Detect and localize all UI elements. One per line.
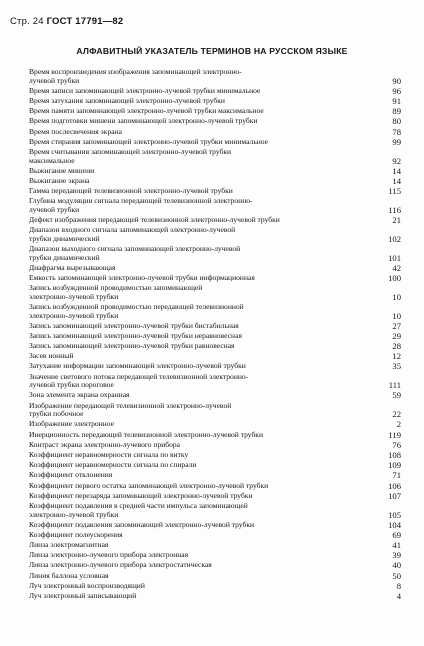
term-line: Время послесвечения экрана xyxy=(29,127,122,136)
index-title: АЛФАВИТНЫЙ УКАЗАТЕЛЬ ТЕРМИНОВ НА РУССКОМ ЯЗЫКЕ xyxy=(76,46,348,56)
term-text xyxy=(29,284,401,301)
page-label: Стр. 24 xyxy=(10,16,44,27)
term-text xyxy=(29,362,401,371)
index-entry xyxy=(29,87,401,96)
index-entry xyxy=(29,431,401,440)
term-text xyxy=(29,322,401,331)
term-line: Зона элемента экрана охранная xyxy=(29,391,130,400)
index-entry xyxy=(29,332,401,341)
term-number: 76 xyxy=(392,439,401,450)
index-entry xyxy=(29,592,401,601)
term-line: Коэффициент перезаряда запоминающей электронно-лучевой трубки xyxy=(29,491,253,500)
term-number: 90 xyxy=(392,75,401,86)
term-number: 4 xyxy=(396,591,401,601)
term-line: Луч электронный воспроизводящий xyxy=(29,581,145,590)
index-entry xyxy=(29,284,401,301)
term-number: 21 xyxy=(392,215,401,226)
term-line: Выжигание мишени xyxy=(29,166,95,175)
index-entry xyxy=(29,187,401,196)
term-line: лучевой трубки xyxy=(29,204,80,214)
term-line: Запись запоминающей электронно-лучевой трубки равновесная xyxy=(29,342,235,351)
term-text xyxy=(29,572,401,581)
term-text xyxy=(29,471,401,480)
term-line: лучевой трубки пороговое xyxy=(29,380,114,390)
term-line: Диапазон выходного сигнала запоминающей электронно-лучевой xyxy=(29,245,241,253)
term-text xyxy=(29,117,401,126)
term-line: Запись запоминающей электронно-лучевой трубки бистабильная xyxy=(29,321,239,330)
term-text xyxy=(29,245,401,262)
index-entry xyxy=(29,197,401,214)
index-entry xyxy=(29,521,401,530)
term-text xyxy=(29,264,401,273)
term-number: 109 xyxy=(388,460,401,471)
term-number: 91 xyxy=(392,95,401,106)
term-line: Дефект изображения передающей телевизионной электронно-лучевой трубки xyxy=(29,216,280,225)
term-number: 14 xyxy=(392,165,401,176)
term-text xyxy=(29,303,401,320)
index-entry xyxy=(29,117,401,126)
term-number: 108 xyxy=(388,449,401,460)
index-entry xyxy=(29,264,401,273)
term-number: 10 xyxy=(392,310,401,321)
term-text xyxy=(29,197,401,214)
term-line: Засев ионный xyxy=(29,352,74,361)
term-line: максимальное xyxy=(29,155,75,165)
term-number: 8 xyxy=(396,580,401,591)
term-text xyxy=(29,216,401,225)
index-entry xyxy=(29,420,401,429)
term-number: 105 xyxy=(388,509,401,520)
index-entry xyxy=(29,216,401,225)
term-number: 80 xyxy=(392,116,401,127)
term-number: 27 xyxy=(392,320,401,331)
index-entry xyxy=(29,482,401,491)
term-number: 101 xyxy=(388,252,401,263)
term-line: электронно-лучевой трубки xyxy=(29,310,119,320)
term-text xyxy=(29,373,401,390)
term-line: трубки динамический xyxy=(29,252,100,262)
index-entry xyxy=(29,177,401,186)
index-entry xyxy=(29,303,401,320)
index-entry xyxy=(29,245,401,262)
term-number: 116 xyxy=(388,204,401,215)
term-text xyxy=(29,167,401,176)
index-entry xyxy=(29,451,401,460)
term-number: 119 xyxy=(388,429,401,440)
term-text xyxy=(29,177,401,186)
index-entry xyxy=(29,471,401,480)
term-number: 107 xyxy=(388,490,401,501)
term-number: 14 xyxy=(392,175,401,186)
term-line: Время воспроизведения изображения запоминающей электронно- xyxy=(29,68,242,76)
term-line: Затухание информации запоминающей электронно-лучевой трубки xyxy=(29,362,246,371)
index-entry xyxy=(29,97,401,106)
term-text xyxy=(29,461,401,470)
term-number: 104 xyxy=(388,519,401,530)
term-text xyxy=(29,441,401,450)
term-text xyxy=(29,226,401,243)
term-line: Емкость запоминающей электронно-лучевой трубки информационная xyxy=(29,273,255,282)
term-number: 78 xyxy=(392,126,401,137)
term-number: 71 xyxy=(392,470,401,481)
term-text xyxy=(29,431,401,440)
term-line: Линза электронно-лучевого прибора электростатическая xyxy=(29,561,212,570)
term-text xyxy=(29,342,401,351)
term-number: 50 xyxy=(392,570,401,581)
term-text xyxy=(29,492,401,501)
term-number: 42 xyxy=(392,262,401,273)
index-entry xyxy=(29,362,401,371)
term-line: Линза электронно-лучевого прибора электронная xyxy=(29,551,189,560)
term-line: Коэффициент полеускорения xyxy=(29,530,123,539)
term-text xyxy=(29,592,401,601)
term-number: 102 xyxy=(388,233,401,244)
index-entry xyxy=(29,138,401,147)
term-number: 29 xyxy=(392,330,401,341)
index-entry xyxy=(29,502,401,519)
index-entry xyxy=(29,167,401,176)
term-line: Запись возбужденной проводимостью запоминающей xyxy=(29,284,203,293)
term-line: лучевой трубки xyxy=(29,75,80,85)
term-text xyxy=(29,128,401,137)
term-line: Выжигание экрана xyxy=(29,176,90,185)
term-line: Луч электронный записывающий xyxy=(29,592,137,600)
term-line: Гамма передающей телевизионной электронно-лучевой трубки xyxy=(29,187,233,196)
term-number: 10 xyxy=(392,291,401,302)
term-line: электронно-лучевой трубки xyxy=(29,509,119,519)
term-text xyxy=(29,502,401,519)
term-line: трубки динамический xyxy=(29,233,100,243)
term-line: трубки побочное xyxy=(29,409,84,419)
term-line: Время подготовки мишени запоминающей электронно-лучевой трубки xyxy=(29,117,258,126)
term-number: 99 xyxy=(392,136,401,147)
index-entry xyxy=(29,373,401,390)
index-entry xyxy=(29,582,401,591)
term-text xyxy=(29,138,401,147)
term-text xyxy=(29,482,401,491)
index-entry xyxy=(29,322,401,331)
term-line: Время стирания запоминающей электронно-лучевой трубки минимальное xyxy=(29,137,269,146)
term-number: 89 xyxy=(392,106,401,117)
term-number: 59 xyxy=(392,390,401,401)
index-entry xyxy=(29,391,401,400)
term-text xyxy=(29,87,401,96)
term-text xyxy=(29,352,401,361)
index-entry xyxy=(29,342,401,351)
term-text xyxy=(29,274,401,283)
index-entry xyxy=(29,68,401,85)
term-number: 28 xyxy=(392,341,401,352)
term-number: 39 xyxy=(392,550,401,561)
index-entry xyxy=(29,541,401,550)
term-number: 96 xyxy=(392,85,401,96)
term-number: 22 xyxy=(392,409,401,420)
term-number: 100 xyxy=(388,272,401,283)
term-line: Коэффициент неравномерности сигнала по витку xyxy=(29,450,189,459)
term-line: Диафрагма вырезывающая xyxy=(29,263,116,272)
index-entry xyxy=(29,461,401,470)
index-entry xyxy=(29,352,401,361)
index-entry xyxy=(29,492,401,501)
term-line: Запись запоминающей электронно-лучевой трубки неравновесная xyxy=(29,331,242,340)
term-text xyxy=(29,531,401,540)
index-entry xyxy=(29,551,401,560)
term-text xyxy=(29,582,401,591)
term-line: Изображение электронное xyxy=(29,420,114,429)
index-entry xyxy=(29,107,401,116)
term-line: электронно-лучевой трубки xyxy=(29,291,119,301)
term-text xyxy=(29,68,401,85)
term-text xyxy=(29,402,401,419)
term-text xyxy=(29,451,401,460)
page-header xyxy=(10,16,123,27)
term-number: 115 xyxy=(388,186,401,197)
term-line: Линза электромагнитная xyxy=(29,541,109,550)
term-line: Запись возбужденной проводимостью передающей телевизионной xyxy=(29,302,244,311)
term-text xyxy=(29,148,401,165)
term-text xyxy=(29,391,401,400)
term-line: Коэффициент отклонения xyxy=(29,471,113,480)
term-line: Изображение передающей телевизионной электронно-лучевой xyxy=(29,401,232,410)
index-entry xyxy=(29,572,401,581)
term-line: Коэффициент неравномерности сигнала по спирали xyxy=(29,461,197,470)
term-line: Коэффициент подавления запоминающей электронно-лучевой трубки xyxy=(29,520,255,529)
term-text xyxy=(29,521,401,530)
term-number: 106 xyxy=(388,480,401,491)
term-line: Время памяти запоминающей электронно-лучевой трубки максимальное xyxy=(29,107,264,116)
term-text xyxy=(29,420,401,429)
term-number: 92 xyxy=(392,155,401,166)
term-text xyxy=(29,332,401,341)
standard-number: ГОСТ 17791—82 xyxy=(46,16,124,27)
term-line: Диапазон входного сигнала запоминающей электронно-лучевой xyxy=(29,226,236,235)
term-index-list xyxy=(29,68,401,602)
term-line: Коэффициент первого остатка запоминающей электронно-лучевой трубки xyxy=(29,481,269,490)
term-line: Значение светового потока передающей телевизионной электронно- xyxy=(29,372,249,381)
index-entry xyxy=(29,441,401,450)
term-line: Коэффициент подавления в средней части импульса запоминающей xyxy=(29,501,248,510)
index-entry xyxy=(29,531,401,540)
term-line: Время считывания запоминающей электронно-лучевой трубки xyxy=(29,147,232,156)
term-text xyxy=(29,551,401,560)
term-number: 69 xyxy=(392,529,401,540)
term-number: 12 xyxy=(392,351,401,362)
term-number: 40 xyxy=(392,560,401,571)
term-text xyxy=(29,107,401,116)
term-line: Линия баллона условная xyxy=(29,571,109,580)
term-text xyxy=(29,187,401,196)
term-text xyxy=(29,541,401,550)
term-number: 35 xyxy=(392,361,401,372)
term-line: Контраст экрана электронно-лучевого прибора xyxy=(29,440,181,449)
term-line: Время записи запоминающей электронно-лучевой трубки минимальное xyxy=(29,86,261,95)
term-text xyxy=(29,97,401,106)
index-entry xyxy=(29,561,401,570)
term-line: Глубина модуляции сигнала передающей телевизионной электронно- xyxy=(29,197,253,206)
term-number: 2 xyxy=(396,419,401,430)
term-line: Инерционность передающей телевизионной электронно-лучевой трубки xyxy=(29,430,264,439)
term-number: 41 xyxy=(392,540,401,551)
index-entry xyxy=(29,402,401,419)
index-entry xyxy=(29,148,401,165)
term-line: Время затухания запоминающей электронно-лучевой трубки xyxy=(29,96,225,105)
term-text xyxy=(29,561,401,570)
index-entry xyxy=(29,128,401,137)
term-number: 111 xyxy=(388,380,401,391)
index-entry xyxy=(29,274,401,283)
index-entry xyxy=(29,226,401,243)
